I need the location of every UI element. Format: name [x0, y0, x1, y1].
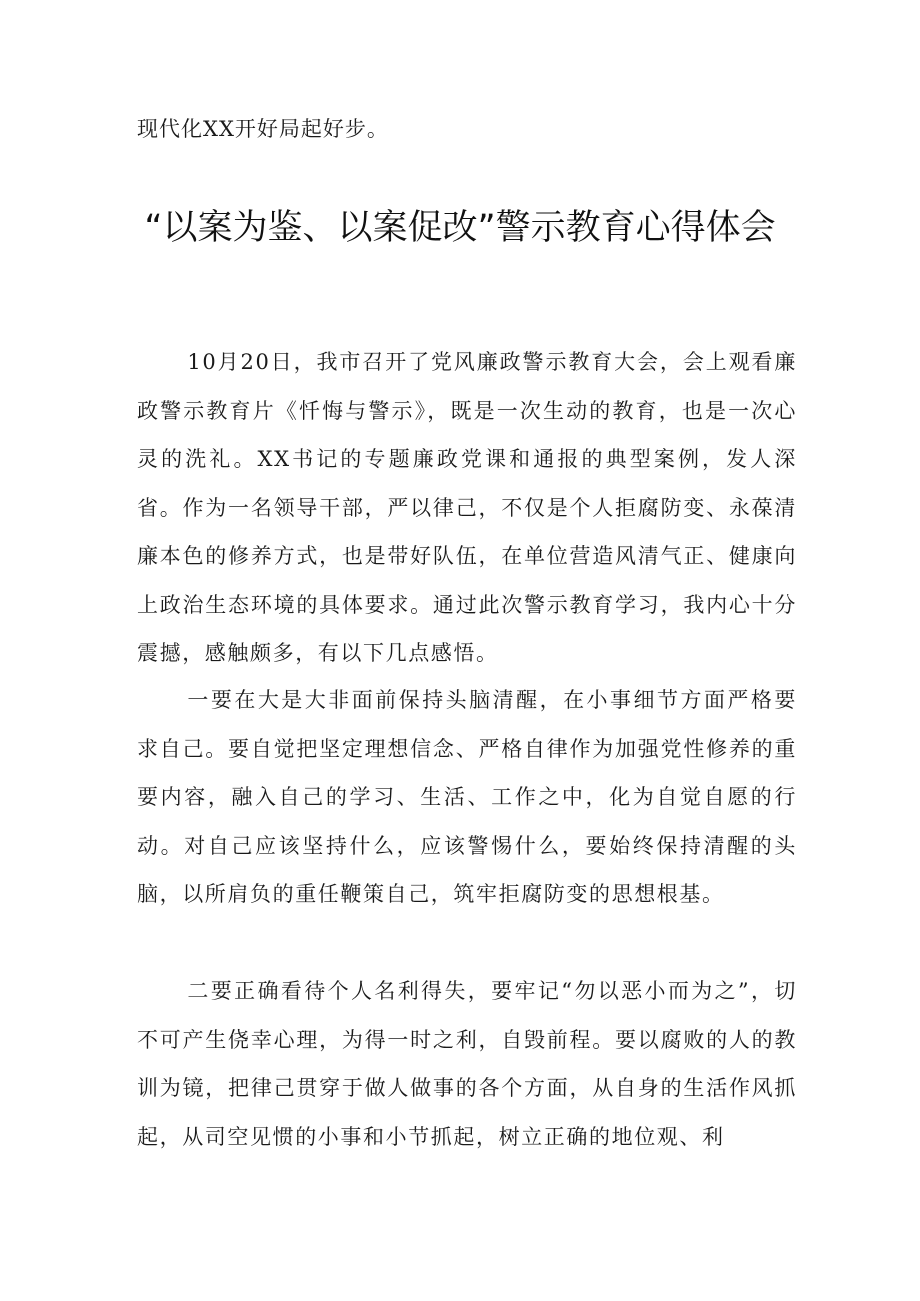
body-paragraph-3: 二要正确看待个人名利得失，要牢记“勿以恶小而为之”，切不可产生侥幸心理，为得一时之利，自毁前程。要以腐败的人的教训为镜，把律己贯穿于做人做事的各个方面，从自身的生活作风抓起，从司空见惯的小事和小节抓起，树立正确的地位观、利 — [137, 979, 797, 1149]
body-paragraph-2: 一要在大是大非面前保持头脑清醒，在小事细节方面严格要求自己。要自觉把坚定理想信念、严格自律作为加强党性修养的重要内容，融入自己的学习、生活、工作之中，化为自觉自愿的行动。对自己应该坚持什么，应该警惕什么，要始终保持清醒的头脑，以所肩负的重任鞭策自己，筑牢拒腐防变的思想根基。 — [137, 688, 797, 906]
body-paragraph-1: 10月20日，我市召开了党风廉政警示教育大会，会上观看廉政警示教育片《忏悔与警示》，既是一次生动的教育，也是一次心灵的洗礼。XX书记的专题廉政党课和通报的典型案例，发人深省。作为一名领导干部，严以律己，不仅是个人拒腐防变、永葆清廉本色的修养方式，也是带好队伍，在单位营造风清气正、健康向上政治生态环境的具体要求。通过此次警示教育学习，我内心十分震撼，感触颇多，有以下几点感悟。 — [137, 350, 797, 665]
document-title: “以案为鉴、以案促改”警示教育心得体会 — [144, 208, 776, 248]
previous-section-closing-line: 现代化XX开好局起好步。 — [137, 117, 389, 141]
